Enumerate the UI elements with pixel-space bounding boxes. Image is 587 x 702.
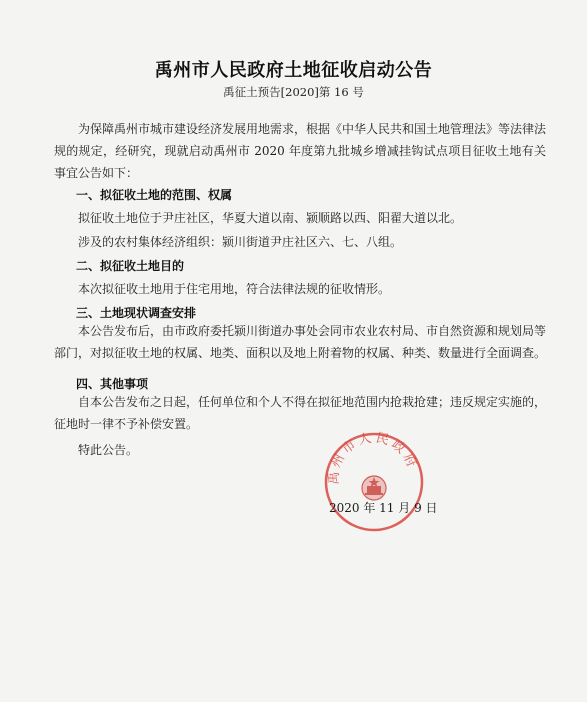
official-seal-stamp	[322, 430, 426, 534]
seal-lettering: 禹州市人民政府	[326, 430, 421, 485]
page-title: 禹州市人民政府土地征收启动公告	[154, 60, 433, 81]
section-2-heading: 二、拟征收土地目的	[76, 259, 185, 273]
section-1-line-1: 拟征收土地位于尹庄社区，华夏大道以南、颍顺路以西、阳翟大道以北。	[78, 211, 463, 225]
issue-date: 2020 年 11 月 9 日	[329, 501, 438, 515]
section-1-line-2: 涉及的农村集体经济组织：颍川街道尹庄社区六、七、八组。	[78, 235, 403, 249]
intro-paragraph: 为保障禹州市城市建设经济发展用地需求，根据《中华人民共和国土地管理法》等法律法规的规定，经研究，现就启动禹州市 2020 年度第九批城乡增减挂钩试点项目征收土地有关事宜公告如下：	[54, 122, 547, 180]
section-1-heading: 一、拟征收土地的范围、权属	[76, 188, 233, 202]
section-3-paragraph: 本公告发布后，由市政府委托颍川街道办事处会同市农业农村局、市自然资源和规划局等部门，对拟征收土地的权属、地类、面积以及地上附着物的权属、种类、数量进行全面调查。	[54, 324, 547, 360]
section-4-paragraph: 自本公告发布之日起，任何单位和个人不得在拟征地范围内抢栽抢建；违反规定实施的，征地时一律不予补偿安置。	[54, 395, 547, 431]
document-number: 禹征土预告[2020]第 16 号	[223, 85, 364, 99]
national-emblem-icon	[362, 476, 386, 500]
section-2-line-1: 本次拟征收土地用于住宅用地，符合法律法规的征收情形。	[78, 282, 391, 296]
section-3-heading: 三、土地现状调查安排	[76, 306, 197, 320]
section-4-heading: 四、其他事项	[76, 377, 149, 391]
closing-text: 特此公告。	[78, 443, 139, 457]
